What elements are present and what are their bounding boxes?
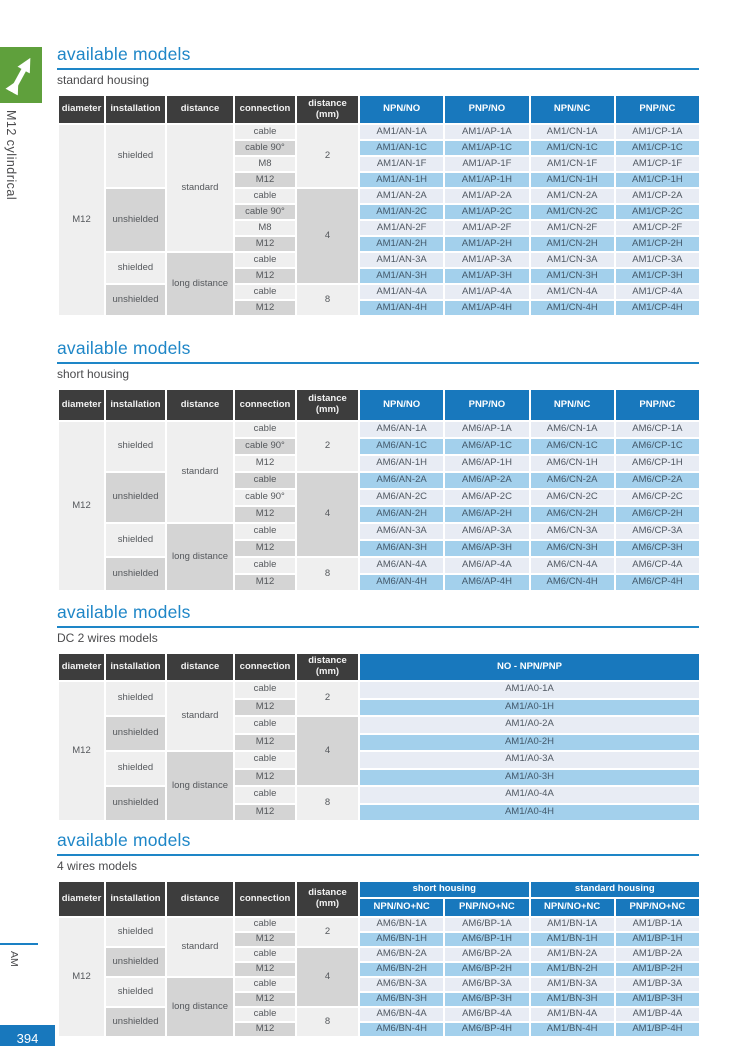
output-type-header: NPN/NO — [359, 95, 444, 124]
model-cell: AM1/BP-3H — [615, 992, 700, 1007]
table-row — [58, 681, 700, 699]
connection-cell: M12 — [234, 172, 296, 188]
connection-cell: M12 — [234, 574, 296, 591]
model-cell: AM6/CN-4H — [530, 574, 615, 591]
connection-cell: M12 — [234, 300, 296, 316]
model-cell: AM6/CP-4A — [615, 557, 700, 574]
sensing-distance-cell: 4 — [296, 472, 359, 557]
model-cell: AM1/CN-1A — [530, 124, 615, 140]
output-type-header: PNP/NC — [615, 95, 700, 124]
model-cell: AM6/AN-1H — [359, 455, 444, 472]
column-header: installation — [105, 653, 166, 681]
model-cell: AM1/AN-4H — [359, 300, 444, 316]
model-cell: AM1/CP-1F — [615, 156, 700, 172]
page-number-badge — [0, 1025, 55, 1046]
table-row — [58, 188, 700, 204]
output-type-header: NPN/NC — [530, 95, 615, 124]
model-cell: AM1/BP-1A — [615, 917, 700, 932]
connection-cell: cable — [234, 917, 296, 932]
model-cell: AM1/AP-4H — [444, 300, 529, 316]
output-type-header: PNP/NO — [444, 389, 529, 421]
model-cell: AM1/CP-2H — [615, 236, 700, 252]
connection-cell: cable — [234, 188, 296, 204]
model-cell: AM1/AP-2C — [444, 204, 529, 220]
column-header: installation — [105, 95, 166, 124]
column-header: distance — [166, 389, 234, 421]
model-cell: AM6/AP-3H — [444, 540, 529, 557]
output-type-header: PNP/NC — [615, 389, 700, 421]
table-row — [58, 557, 700, 574]
section-subtitle: 4 wires models — [57, 859, 138, 873]
sensing-distance-cell: 2 — [296, 917, 359, 947]
distance-cell: standard — [166, 421, 234, 523]
section-dc-2-wires — [57, 602, 699, 822]
model-cell: AM1/BP-4H — [615, 1022, 700, 1037]
model-cell: AM1/CN-1H — [530, 172, 615, 188]
model-cell: AM1/AP-1F — [444, 156, 529, 172]
model-cell: AM1/CP-4H — [615, 300, 700, 316]
model-cell: AM1/CN-2C — [530, 204, 615, 220]
model-cell: AM1/CP-2C — [615, 204, 700, 220]
connection-cell: cable 90° — [234, 204, 296, 220]
models-table-standard-housing — [57, 94, 699, 317]
diameter-cell: M12 — [58, 124, 105, 316]
models-table — [57, 880, 701, 1038]
table-row — [58, 1007, 700, 1022]
connection-cell: M12 — [234, 268, 296, 284]
column-header: distance — [166, 653, 234, 681]
model-cell: AM1/AP-2H — [444, 236, 529, 252]
model-cell: AM1/CN-3A — [530, 252, 615, 268]
model-cell: AM1/AP-1H — [444, 172, 529, 188]
installation-cell: shielded — [105, 252, 166, 284]
model-cell: AM1/CP-3H — [615, 268, 700, 284]
model-cell: AM6/CP-4H — [615, 574, 700, 591]
installation-cell: shielded — [105, 681, 166, 716]
column-header: installation — [105, 389, 166, 421]
connection-cell: cable — [234, 681, 296, 699]
model-cell: AM6/CN-1A — [530, 421, 615, 438]
model-cell: AM1/AN-1H — [359, 172, 444, 188]
sensing-distance-cell: 4 — [296, 716, 359, 786]
table-row — [58, 284, 700, 300]
distance-cell: long distance — [166, 977, 234, 1037]
model-cell: AM6/CN-1H — [530, 455, 615, 472]
models-table — [57, 94, 701, 317]
model-cell: AM6/CN-2C — [530, 489, 615, 506]
connection-cell: M12 — [234, 932, 296, 947]
model-cell: AM1/BP-1H — [615, 932, 700, 947]
distance-cell: standard — [166, 917, 234, 977]
section-subtitle: standard housing — [57, 73, 150, 87]
diameter-cell: M12 — [58, 681, 105, 821]
section-title: available models — [57, 602, 699, 628]
model-cell: AM1/CP-3A — [615, 252, 700, 268]
table-row — [58, 716, 700, 734]
model-cell: AM1/AN-4A — [359, 284, 444, 300]
model-cell: AM1/BN-4H — [530, 1022, 615, 1037]
distance-cell: long distance — [166, 252, 234, 316]
model-cell: AM6/BN-4A — [359, 1007, 444, 1022]
connection-cell: cable — [234, 421, 296, 438]
connection-cell: M12 — [234, 804, 296, 822]
model-cell: AM1/BN-1H — [530, 932, 615, 947]
model-cell: AM1/A0-3A — [359, 751, 700, 769]
model-cell: AM6/CP-2H — [615, 506, 700, 523]
model-cell: AM6/CP-1A — [615, 421, 700, 438]
section-title: available models — [57, 44, 699, 70]
models-table — [57, 652, 701, 822]
model-cell: AM1/AN-1C — [359, 140, 444, 156]
model-cell: AM6/AP-1C — [444, 438, 529, 455]
model-cell: AM6/BN-1H — [359, 932, 444, 947]
installation-cell: shielded — [105, 124, 166, 188]
model-cell: AM1/BN-4A — [530, 1007, 615, 1022]
model-cell: AM6/AN-2H — [359, 506, 444, 523]
sensing-distance-cell: 8 — [296, 557, 359, 591]
connection-cell: M8 — [234, 220, 296, 236]
installation-cell: unshielded — [105, 786, 166, 821]
model-cell: AM1/AP-3H — [444, 268, 529, 284]
output-type-header: PNP/NO+NC — [444, 898, 529, 917]
model-cell: AM1/BN-2H — [530, 962, 615, 977]
connection-cell: cable — [234, 252, 296, 268]
sidebar-divider — [0, 943, 38, 945]
column-header: connection — [234, 389, 296, 421]
model-cell: AM6/CP-2C — [615, 489, 700, 506]
installation-cell: shielded — [105, 977, 166, 1007]
connection-cell: cable — [234, 472, 296, 489]
model-cell: AM6/CP-1H — [615, 455, 700, 472]
model-cell: AM6/AN-4H — [359, 574, 444, 591]
connection-cell: cable 90° — [234, 489, 296, 506]
model-cell: AM1/CP-2A — [615, 188, 700, 204]
model-cell: AM1/A0-2H — [359, 734, 700, 752]
sidebar-category-label: M12 cylindrical — [4, 110, 18, 201]
installation-cell: shielded — [105, 523, 166, 557]
column-header: diameter — [58, 653, 105, 681]
model-cell: AM1/A0-4H — [359, 804, 700, 822]
table-row — [58, 917, 700, 932]
sensing-distance-cell: 4 — [296, 188, 359, 284]
table-row — [58, 947, 700, 962]
model-cell: AM6/CN-3A — [530, 523, 615, 540]
model-cell: AM1/BN-2A — [530, 947, 615, 962]
model-cell: AM1/BN-3H — [530, 992, 615, 1007]
section-subtitle: DC 2 wires models — [57, 631, 158, 645]
model-cell: AM6/AN-2C — [359, 489, 444, 506]
section-title: available models — [57, 830, 699, 856]
model-cell: AM1/A0-4A — [359, 786, 700, 804]
model-cell: AM1/AN-2A — [359, 188, 444, 204]
model-cell: AM6/AP-4A — [444, 557, 529, 574]
model-cell: AM1/CN-2F — [530, 220, 615, 236]
model-cell: AM6/BP-2A — [444, 947, 529, 962]
output-type-header: NO - NPN/PNP — [359, 653, 700, 681]
distance-cell: long distance — [166, 751, 234, 821]
model-cell: AM6/AN-4A — [359, 557, 444, 574]
column-header: distance (mm) — [296, 653, 359, 681]
model-cell: AM6/AP-2H — [444, 506, 529, 523]
table-row — [58, 421, 700, 438]
connection-cell: cable — [234, 786, 296, 804]
column-header: distance (mm) — [296, 389, 359, 421]
connection-cell: M8 — [234, 156, 296, 172]
model-cell: AM6/CN-1C — [530, 438, 615, 455]
model-cell: AM1/AN-1F — [359, 156, 444, 172]
section-standard-housing — [57, 44, 699, 317]
installation-cell: unshielded — [105, 472, 166, 523]
connection-cell: cable — [234, 751, 296, 769]
column-header: connection — [234, 881, 296, 917]
connection-cell: M12 — [234, 236, 296, 252]
installation-cell: shielded — [105, 751, 166, 786]
model-cell: AM1/AP-1A — [444, 124, 529, 140]
table-row — [58, 977, 700, 992]
model-cell: AM6/CN-2A — [530, 472, 615, 489]
model-cell: AM6/AN-1C — [359, 438, 444, 455]
page-number: 394 — [16, 1031, 39, 1046]
output-type-header: PNP/NO — [444, 95, 529, 124]
connection-cell: cable — [234, 1007, 296, 1022]
distance-cell: standard — [166, 681, 234, 751]
column-header: connection — [234, 653, 296, 681]
models-table-4-wires — [57, 880, 699, 1038]
distance-cell: long distance — [166, 523, 234, 591]
connection-cell: M12 — [234, 962, 296, 977]
model-cell: AM6/CP-2A — [615, 472, 700, 489]
column-header: diameter — [58, 389, 105, 421]
model-cell: AM6/BP-2H — [444, 962, 529, 977]
sensing-distance-cell: 2 — [296, 124, 359, 188]
model-cell: AM6/BP-1H — [444, 932, 529, 947]
model-cell: AM1/BP-3A — [615, 977, 700, 992]
installation-cell: unshielded — [105, 557, 166, 591]
model-cell: AM6/CN-4A — [530, 557, 615, 574]
model-cell: AM1/CN-2A — [530, 188, 615, 204]
model-cell: AM1/CN-3H — [530, 268, 615, 284]
diameter-cell: M12 — [58, 421, 105, 591]
connection-cell: cable — [234, 523, 296, 540]
column-header: distance — [166, 95, 234, 124]
table-row — [58, 786, 700, 804]
model-cell: AM1/AN-2C — [359, 204, 444, 220]
model-cell: AM1/CN-1C — [530, 140, 615, 156]
model-cell: AM1/AP-4A — [444, 284, 529, 300]
model-cell: AM1/A0-1H — [359, 699, 700, 717]
sidebar-series-label: AM — [8, 951, 20, 967]
installation-cell: unshielded — [105, 947, 166, 977]
model-cell: AM6/CP-1C — [615, 438, 700, 455]
connection-cell: cable — [234, 977, 296, 992]
model-cell: AM1/CP-1C — [615, 140, 700, 156]
model-cell: AM6/BP-4A — [444, 1007, 529, 1022]
connection-cell: M12 — [234, 506, 296, 523]
table-row — [58, 523, 700, 540]
model-cell: AM1/BN-3A — [530, 977, 615, 992]
model-cell: AM1/BN-1A — [530, 917, 615, 932]
table-row — [58, 252, 700, 268]
section-subtitle: short housing — [57, 367, 130, 381]
model-cell: AM6/BN-3H — [359, 992, 444, 1007]
models-table-short-housing — [57, 388, 699, 592]
diameter-cell: M12 — [58, 917, 105, 1037]
connection-cell: M12 — [234, 455, 296, 472]
connection-cell: cable — [234, 716, 296, 734]
connection-cell: cable — [234, 124, 296, 140]
section-short-housing — [57, 338, 699, 592]
model-cell: AM6/BP-3A — [444, 977, 529, 992]
model-cell: AM1/CP-4A — [615, 284, 700, 300]
connection-cell: cable 90° — [234, 438, 296, 455]
model-cell: AM6/AP-2C — [444, 489, 529, 506]
model-cell: AM1/BP-2H — [615, 962, 700, 977]
connection-cell: cable 90° — [234, 140, 296, 156]
table-row — [58, 472, 700, 489]
connection-cell: M12 — [234, 1022, 296, 1037]
model-cell: AM1/A0-3H — [359, 769, 700, 787]
column-header: diameter — [58, 95, 105, 124]
sensing-distance-cell: 4 — [296, 947, 359, 1007]
installation-cell: unshielded — [105, 188, 166, 252]
connection-cell: M12 — [234, 699, 296, 717]
model-cell: AM6/BN-1A — [359, 917, 444, 932]
model-cell: AM6/CN-3H — [530, 540, 615, 557]
installation-cell: unshielded — [105, 284, 166, 316]
model-cell: AM1/AN-3H — [359, 268, 444, 284]
models-table-dc-2-wires — [57, 652, 699, 822]
model-cell: AM1/BP-4A — [615, 1007, 700, 1022]
table-row — [58, 124, 700, 140]
housing-group-header: standard housing — [530, 881, 701, 898]
model-cell: AM6/BP-4H — [444, 1022, 529, 1037]
proximity-sensor-icon — [0, 47, 42, 103]
column-header: connection — [234, 95, 296, 124]
model-cell: AM6/BN-4H — [359, 1022, 444, 1037]
model-cell: AM1/BP-2A — [615, 947, 700, 962]
model-cell: AM6/AN-1A — [359, 421, 444, 438]
model-cell: AM6/AP-2A — [444, 472, 529, 489]
model-cell: AM1/AP-2F — [444, 220, 529, 236]
sensing-distance-cell: 8 — [296, 284, 359, 316]
model-cell: AM6/AN-3H — [359, 540, 444, 557]
model-cell: AM6/BN-2H — [359, 962, 444, 977]
model-cell: AM6/BN-3A — [359, 977, 444, 992]
model-cell: AM6/BP-3H — [444, 992, 529, 1007]
output-type-header: PNP/NO+NC — [615, 898, 700, 917]
model-cell: AM6/BP-1A — [444, 917, 529, 932]
output-type-header: NPN/NC — [530, 389, 615, 421]
column-header: distance — [166, 881, 234, 917]
model-cell: AM6/AP-3A — [444, 523, 529, 540]
model-cell: AM6/AP-1H — [444, 455, 529, 472]
model-cell: AM6/CP-3A — [615, 523, 700, 540]
model-cell: AM6/AP-4H — [444, 574, 529, 591]
column-header: distance (mm) — [296, 95, 359, 124]
housing-group-header: short housing — [359, 881, 530, 898]
model-cell: AM1/CN-4A — [530, 284, 615, 300]
model-cell: AM6/CP-3H — [615, 540, 700, 557]
column-header: installation — [105, 881, 166, 917]
model-cell: AM1/CP-1H — [615, 172, 700, 188]
column-header: distance (mm) — [296, 881, 359, 917]
installation-cell: unshielded — [105, 716, 166, 751]
model-cell: AM1/AN-2H — [359, 236, 444, 252]
output-type-header: NPN/NO+NC — [359, 898, 444, 917]
model-cell: AM1/AN-3A — [359, 252, 444, 268]
model-cell: AM1/CN-4H — [530, 300, 615, 316]
model-cell: AM6/AP-1A — [444, 421, 529, 438]
model-cell: AM1/A0-1A — [359, 681, 700, 699]
model-cell: AM6/BN-2A — [359, 947, 444, 962]
connection-cell: M12 — [234, 769, 296, 787]
model-cell: AM1/CN-1F — [530, 156, 615, 172]
model-cell: AM6/AN-3A — [359, 523, 444, 540]
installation-cell: shielded — [105, 421, 166, 472]
table-row — [58, 751, 700, 769]
output-type-header: NPN/NO — [359, 389, 444, 421]
connection-cell: M12 — [234, 992, 296, 1007]
connection-cell: M12 — [234, 540, 296, 557]
installation-cell: unshielded — [105, 1007, 166, 1037]
connection-cell: cable — [234, 557, 296, 574]
connection-cell: cable — [234, 947, 296, 962]
installation-cell: shielded — [105, 917, 166, 947]
model-cell: AM1/AP-1C — [444, 140, 529, 156]
model-cell: AM1/CP-1A — [615, 124, 700, 140]
connection-cell: M12 — [234, 734, 296, 752]
model-cell: AM1/CP-2F — [615, 220, 700, 236]
distance-cell: standard — [166, 124, 234, 252]
models-table — [57, 388, 701, 592]
model-cell: AM1/AN-2F — [359, 220, 444, 236]
model-cell: AM1/AP-3A — [444, 252, 529, 268]
model-cell: AM1/A0-2A — [359, 716, 700, 734]
connection-cell: cable — [234, 284, 296, 300]
model-cell: AM1/CN-2H — [530, 236, 615, 252]
model-cell: AM1/AP-2A — [444, 188, 529, 204]
sensing-distance-cell: 8 — [296, 786, 359, 821]
section-4-wires — [57, 830, 699, 1038]
column-header: diameter — [58, 881, 105, 917]
sensing-distance-cell: 2 — [296, 681, 359, 716]
output-type-header: NPN/NO+NC — [530, 898, 615, 917]
model-cell: AM6/CN-2H — [530, 506, 615, 523]
sensing-distance-cell: 2 — [296, 421, 359, 472]
model-cell: AM1/AN-1A — [359, 124, 444, 140]
sensing-distance-cell: 8 — [296, 1007, 359, 1037]
section-title: available models — [57, 338, 699, 364]
model-cell: AM6/AN-2A — [359, 472, 444, 489]
